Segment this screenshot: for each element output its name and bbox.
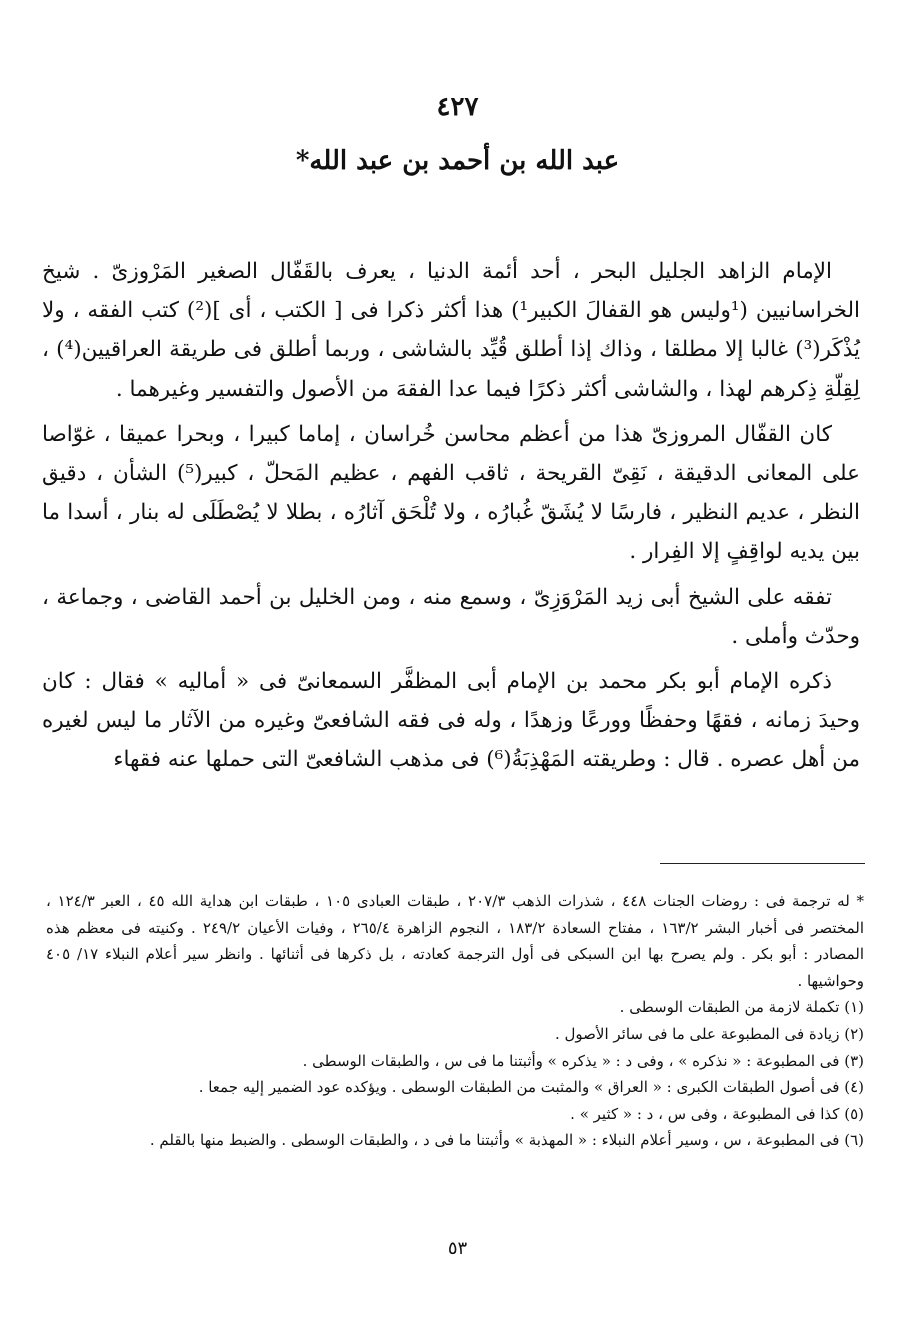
footnotes — [46, 888, 864, 1154]
footnote: (٣) فى المطبوعة : « نذكره » ، وفى د : « يذكره » وأثبتنا ما فى س ، والطبقات الوسطى . — [302, 1051, 864, 1070]
page-number: ٥٣ — [447, 1238, 468, 1259]
footnote: (١) تكملة لازمة من الطبقات الوسطى . — [619, 998, 864, 1017]
footnote: (٢) زيادة فى المطبوعة على ما فى سائر الأصول . — [554, 1024, 864, 1043]
main-text — [42, 252, 860, 786]
entry-title: عبد الله بن أحمد بن عبد الله* — [295, 146, 620, 176]
footnote-source: * له ترجمة فى : روضات الجنات ٤٤٨ ، شذرات الذهب ٢٠٧/٣ ، طبقات العبادى ١٠٥ ، طبقات ابن هداية الله ٤٥ ، العبر ١٢٤/٣ ، المختصر فى أخبار البشر ١٦٣/٢ ، مفتاح السعادة ١٨٣/٢ ، النجوم الزاهرة ٢٦٥/٤ ، وفيات الأعيان ٢٤٩/٢ . وكنيته فى معظم هذه المصادر : أبو بكر . ولم يصرح بها ابن السبكى فى أول الترجمة كعادته ، بل ذكرها فى أثنائها . وانظر سير أعلام النبلاء ١٧/ ٤٠٥ وحواشيها . — [46, 892, 865, 990]
entry-number: ٤٢٧ — [436, 92, 479, 122]
footnote: (٦) فى المطبوعة ، س ، وسير أعلام النبلاء : « المهذبة » وأثبتنا ما فى د ، والطبقات الوسطى . والضبط منها بالقلم . — [149, 1131, 864, 1150]
paragraph: ذكره الإمام أبو بكر محمد بن الإمام أبى المظفَّر السمعانىّ فى « أماليه » فقال : كان وحيدَ زمانه ، فقهًا وحفظًا وورعًا وزهدًا ، وله فى فقه الشافعىّ وغيره من الآثار ما ليس لغيره من أهل عصره . قال : وطريقته المَهْذِبَةُ(⁶) فى مذهب الشافعىّ التى حملها عنه فقهاء — [42, 669, 860, 773]
footnote-divider — [660, 863, 865, 864]
footnote: (٥) كذا فى المطبوعة ، وفى س ، د : « كثير » . — [570, 1104, 864, 1123]
paragraph: الإمام الزاهد الجليل البحر ، أحد أئمة الدنيا ، يعرف بالقَفّال الصغير المَرْوزىّ . شيخ الخراسانيين (¹وليس هو القفالَ الكبير¹) هذا أكثر ذكرا فى [ الكتب ، أى ](²) كتب الفقه ، ولا يُذْكَر(³) غالبا إلا مطلقا ، وذاك إذا أطلق قُيِّد بالشاشى ، وربما أطلق فى طريقة العراقيين(⁴) ، لِقِلّةِ ذِكرهم لهذا ، والشاشى أكثر ذكرًا فيما عدا الفقهَ من الأصول والتفسير وغيرهما . — [42, 259, 860, 402]
paragraph: كان القفّال المروزىّ هذا من أعظم محاسن خُراسان ، إماما كبيرا ، وبحرا عميقا ، غوّاصا على المعانى الدقيقة ، نَقِىّ القريحة ، ثاقب الفهم ، عظيم المَحلّ ، كبير(⁵) الشأن ، دقيق النظر ، عديم النظير ، فارسًا لا يُشَقّ غُبارُه ، ولا تُلْحَق آثارُه ، بطلا لا يُصْطَلَى له بنار ، أسدا ما بين يديه لواقِفٍ إلا الفِرار . — [42, 421, 860, 565]
paragraph: تفقه على الشيخ أبى زيد المَرْوَزِىّ ، وسمع منه ، ومن الخليل بن أحمد القاضى ، وجماعة ، وحدّث وأملى . — [42, 584, 860, 649]
footnote: (٤) فى أصول الطبقات الكبرى : « العراق » والمثبت من الطبقات الوسطى . ويؤكده عود الضمير إليه جمعا . — [198, 1078, 864, 1097]
